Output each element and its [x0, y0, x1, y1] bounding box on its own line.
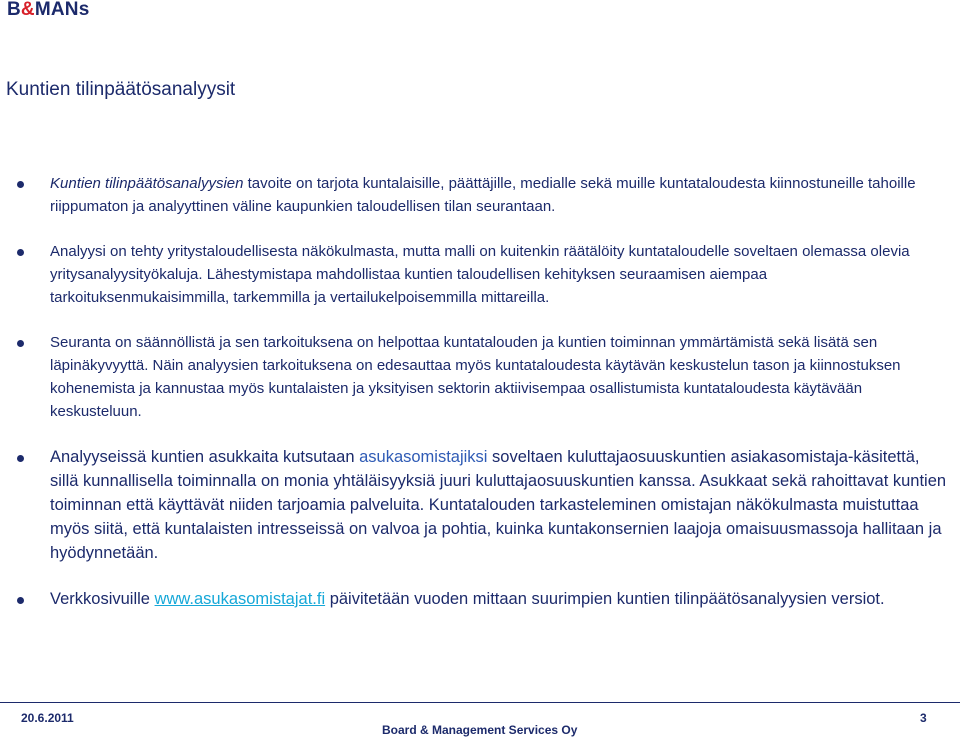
bullet-dot-icon: [17, 597, 24, 604]
bullet-item-5: [0, 587, 960, 611]
bullet-dot-icon: [17, 181, 24, 188]
website-link[interactable]: www.asukasomistajat.fi: [154, 590, 326, 608]
bullet-4-text-post: soveltaen kuluttajaosuuskuntien asiakasomistaja-käsitettä, sillä kunnallisella toiminnalla on monia yhtäläisyyksiä juuri kuluttajaosuuskuntien kanssa. Asukkaat sekä rahoittavat kuntien toiminnan että käyttävät niiden tarjoamia palveluita. Kuntatalouden tarkasteleminen omistajan näkökulmasta muistuttaa myös siitä, että kuntalaisten intresseissä on valvoa ja pohtia, kuinka kuntakonsernien laajoja omaisuusmassoja hallitaan ja hyödynnetään.: [50, 448, 947, 562]
bullet-item-4: [0, 445, 960, 565]
bullet-4-highlight: asukasomistajiksi: [359, 448, 488, 466]
bullet-dot-icon: [17, 455, 24, 462]
bullet-4-text-pre: Analyyseissä kuntien asukkaita kutsutaan: [50, 448, 360, 466]
bullet-3-text: Seuranta on säännöllistä ja sen tarkoituksena on helpottaa kuntatalouden ja kuntien toiminnan ymmärtämistä sekä lisätä sen läpinäkyvyyttä. Näin analyysien tarkoituksena on edesauttaa myös kuntataloudesta käytävän keskustelun tason ja kiinnostuksen kohenemista ja kannustaa myös kuntalaisten ja yksityisen sektorin aktiivisempaa osallistumista kuntataloudesta käytävään keskusteluun.: [50, 334, 901, 420]
logo-b: B: [7, 0, 21, 20]
page-title: Kuntien tilinpäätösanalyysit: [6, 79, 236, 100]
bullet-item-2: [0, 240, 960, 309]
footer-divider: [0, 702, 960, 703]
logo-rest: MANs: [34, 0, 90, 20]
bullet-dot-icon: [17, 340, 24, 347]
footer-company: Board & Management Services Oy: [382, 723, 578, 737]
bullet-item-3: [0, 331, 960, 423]
bullet-5-text-pre: Verkkosivuille: [50, 590, 155, 608]
page-number: 3: [920, 711, 927, 725]
bullet-1-emphasis: Kuntien tilinpäätösanalyysien: [50, 175, 244, 192]
bullet-1-text: tavoite on tarjota kuntalaisille, päättäjille, medialle sekä muille kuntataloudesta kiinnostuneille tahoille riippumaton ja analyyttinen väline kaupunkien taloudellisen tilan seurantaan.: [50, 175, 916, 215]
bullet-list: [0, 172, 960, 611]
bullet-item-1: [0, 172, 960, 218]
footer-date: 20.6.2011: [21, 711, 74, 725]
logo-ampersand: &: [20, 0, 35, 20]
bullet-2-text: Analyysi on tehty yritystaloudellisesta näkökulmasta, mutta malli on kuitenkin räätälöity kuntataloudelle soveltaen olemassa olevia yritysanalyysityökaluja. Lähestymistapa mahdollistaa kuntien taloudellisen kehityksen seuraamisen aiempaa tarkoituksenmukaisimmilla, tarkemmilla ja vertailukelpoisemmilla mittareilla.: [50, 243, 910, 306]
bullet-dot-icon: [17, 249, 24, 256]
logo: [7, 0, 89, 21]
bullet-5-text-post: päivitetään vuoden mittaan suurimpien kuntien tilinpäätösanalyysien versiot.: [325, 590, 885, 608]
